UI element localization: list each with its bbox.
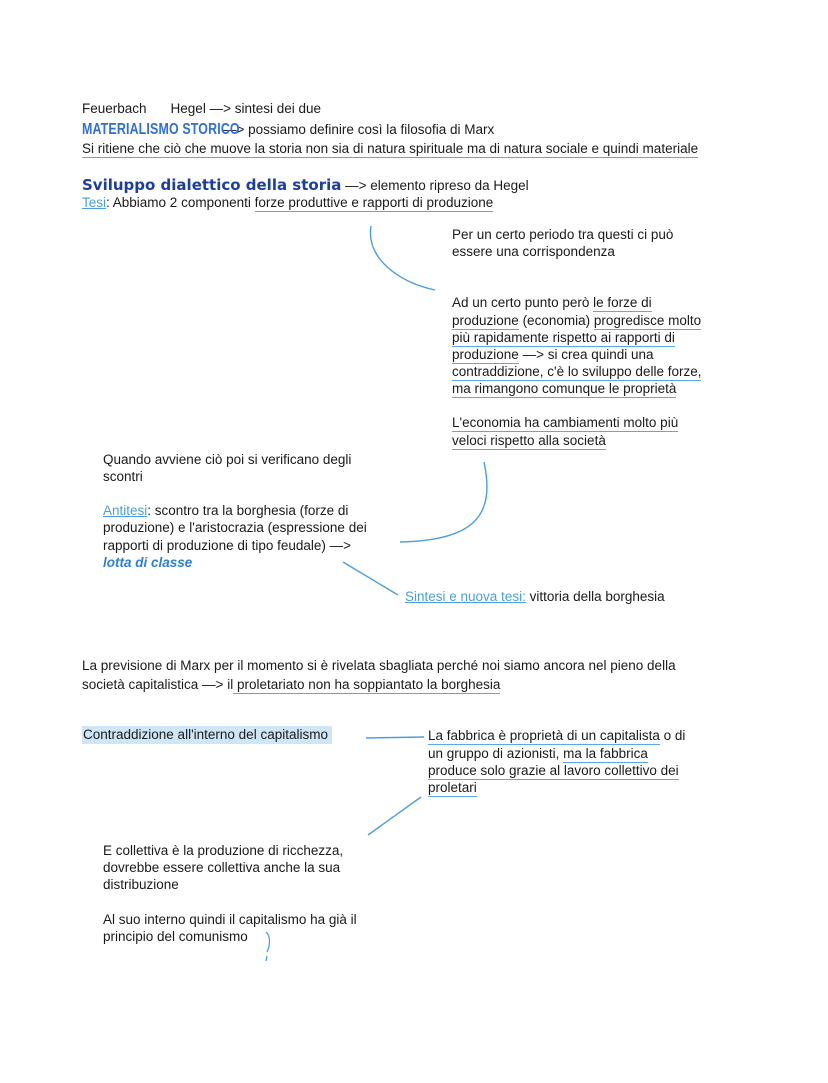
adun-text-3: più rapidamente rispetto ai rapporti di [452,330,675,345]
adun-text-2b: (economia) [518,313,594,328]
adun-text-5: contraddizione, c'è lo sviluppo delle forze, [452,364,702,379]
adun-line-1 [452,294,652,311]
sviluppo-heading-line [82,177,529,194]
connector-contraddizione-to-fabbrica [366,737,424,738]
collettiva-line-3: distribuzione [103,877,179,892]
connector-fabbrica-to-collettiva [368,797,421,835]
adun-text-1a: Ad un certo punto però [452,295,594,310]
hegel-rest-text: —> sintesi dei due [209,101,322,116]
economia-line-1 [452,414,678,431]
fabbrica-text-2a: un gruppo di azionisti, [428,746,564,761]
antitesi-label: Antitesi [103,503,148,518]
ritiene-text: Si ritiene che ciò che muove la storia non sia di natura spirituale ma di natura sociale e quindi materiale [82,141,699,156]
adun-text-1b: le forze di [593,295,652,310]
previsione-line-2 [82,676,500,693]
materialismo-heading: MATERIALISMO STORICO [82,121,240,138]
tesi-text: : Abbiamo 2 componenti [106,195,255,210]
fabbrica-text-1a: La fabbrica è proprietà di un capitalista [428,728,660,743]
quando-line-1: Quando avviene ciò poi si verificano degli [103,452,352,467]
fabbrica-line-1 [428,727,685,744]
adun-line-5 [452,363,701,380]
scribble-mark [266,932,270,961]
corrispondenza-line-1: Per un certo periodo tra questi ci può [452,227,674,242]
collettiva-line-4: Al suo interno quindi il capitalismo ha già il [103,912,357,927]
sintesi-text: vittoria della borghesia [525,589,665,604]
previsione-text-2a: società capitalistica —> il [82,677,234,692]
tesi-underlined-text: forze produttive e rapporti di produzione [254,195,494,210]
feuerbach-text: Feuerbach [82,101,147,116]
antitesi-line-2: produzione) e l'aristocrazia (espressione dei [103,520,367,535]
adun-text-4b: —> si crea quindi una [518,347,654,362]
hegel-text: Hegel [170,101,206,116]
tesi-line [82,194,493,211]
fabbrica-text-3: produce solo grazie al lavoro collettivo dei [428,763,679,778]
fabbrica-line-3 [428,762,679,779]
adun-text-2c: progredisce molto [593,313,702,328]
adun-line-6 [452,380,676,397]
sviluppo-heading: Sviluppo dialettico della storia [82,176,342,194]
antitesi-line-3: rapporti di produzione di tipo feudale) —> [103,538,352,553]
adun-text-2: produzione [452,313,519,328]
collettiva-line-2: dovrebbe essere collettiva anche la sua [103,860,341,875]
adun-text-4: produzione [452,347,519,362]
fabbrica-text-1b: o di [659,728,686,743]
connector-lotta-to-sintesi [343,562,398,595]
adun-line-2 [452,312,701,329]
lotta-di-classe: lotta di classe [103,555,193,570]
intro-line-feuerbach-hegel [82,100,321,117]
previsione-text-2b: proletariato non ha soppiantato la borghesia [233,677,501,692]
materialismo-rest-text: —> possiamo definire così la filosofia di Marx [223,122,495,137]
sviluppo-rest-text: —> elemento ripreso da Hegel [345,178,529,193]
economia-line-2 [452,432,606,449]
collettiva-line-5: principio del comunismo [103,929,248,944]
fabbrica-text-4: proletari [428,780,477,795]
fabbrica-line-2 [428,745,648,762]
intro-line-ritiene [82,140,698,157]
intro-line-materialismo [82,121,494,138]
fabbrica-text-2b: ma la fabbrica [563,746,648,761]
antitesi-line-1 [103,502,348,519]
tesi-label: Tesi [82,195,107,210]
quando-line-2: scontri [103,469,143,484]
economia-text-2: veloci rispetto alla società [452,433,606,448]
antitesi-text-1: : scontro tra la borghesia (forze di [147,503,349,518]
fabbrica-line-4 [428,779,477,796]
adun-line-4 [452,346,654,363]
corrispondenza-line-2: essere una corrispondenza [452,244,615,259]
adun-line-3 [452,329,675,346]
economia-text-1: L'economia ha cambiamenti molto più [452,415,679,430]
sintesi-line [405,588,665,605]
contraddizione-highlight: Contraddizione all'interno del capitalismo [82,726,332,744]
previsione-line-1: La previsione di Marx per il momento si è rivelata sbagliata perché noi siamo ancora nel pieno della [82,658,676,673]
collettiva-line-1: E collettiva è la produzione di ricchezza, [103,843,344,858]
contraddizione-line [82,726,332,743]
adun-text-6: ma rimangono comunque le proprietà [452,381,677,396]
connector-economia-to-antitesi [400,462,487,542]
connector-tesi-to-corrispondenza [370,226,435,290]
sintesi-label: Sintesi e nuova tesi: [405,589,526,604]
